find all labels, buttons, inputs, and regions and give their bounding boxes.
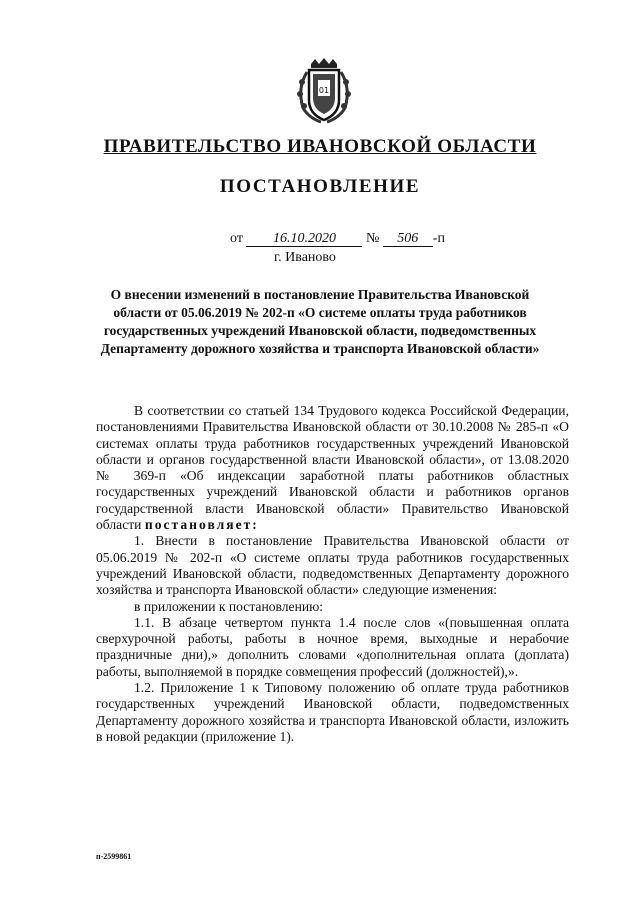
number-prefix: № bbox=[365, 231, 380, 246]
city: г. Иваново bbox=[274, 250, 336, 265]
svg-text:01: 01 bbox=[318, 86, 330, 95]
government-title: ПРАВИТЕЛЬСТВО ИВАНОВСКОЙ ОБЛАСТИ bbox=[103, 136, 537, 157]
date-prefix: от bbox=[230, 231, 243, 246]
preamble-text: В соответствии со статьей 134 Трудового кодекса Российской Федерации, постановлениями Правительства Ивановской области от 30.10.2008 № 285-п «О системах оплаты труда работников государственных учреждений Ивановской области и органов государственной власти Ивановской области», от 13.08.2020 № 369-п «Об индексации заработной платы работников областных государственных учреждений Ивановской области и работников органов государственной власти Ивановской области» Правительство Ивановской области bbox=[96, 403, 569, 533]
document-body bbox=[96, 403, 569, 745]
item-1-intro: в приложении к постановлению: bbox=[134, 598, 324, 614]
date-number-line bbox=[230, 231, 445, 247]
document-subject: О внесении изменений в постановление Правительства Ивановской области от 05.06.2019 № 202-п «О системе оплаты труда работников государственных учреждений Ивановской области, подведомственных Департаменту дорожного хозяйства и транспорта Ивановской области» bbox=[100, 287, 540, 356]
document-type: ПОСТАНОВЛЕНИЕ bbox=[219, 176, 421, 197]
preamble-paragraph bbox=[96, 403, 569, 533]
document-code: п-2599861 bbox=[96, 852, 132, 861]
coat-of-arms-icon bbox=[295, 58, 353, 126]
number-suffix: -п bbox=[432, 231, 445, 246]
document-number: 506 bbox=[383, 231, 433, 247]
item-1-2: 1.2. Приложение 1 к Типовому положению об оплате труда работников государственных учреждений Ивановской области, подведомственных Департаменту дорожного хозяйства и транспорта Ивановской области, изложить в новой редакции (приложение 1). bbox=[96, 680, 569, 744]
document-date: 16.10.2020 bbox=[246, 231, 362, 247]
item-1: 1. Внести в постановление Правительства Ивановской области от 05.06.2019 № 202-п «О системе оплаты труда работников государственных учреждений Ивановской области, подведомственных Департаменту дорожного хозяйства и транспорта Ивановской области» следующие изменения: bbox=[96, 533, 569, 598]
item-1-1: 1.1. В абзаце четвертом пункта 1.4 после слов «(повышенная оплата сверхурочной работы, работы в ночное время, выходные и нерабочие праздничные дни),» дополнить словами «дополнительная оплата (доплата) работы, выполняемой в порядке совмещения профессий (должностей),». bbox=[96, 614, 569, 679]
decree-word: постановляет: bbox=[144, 517, 259, 533]
